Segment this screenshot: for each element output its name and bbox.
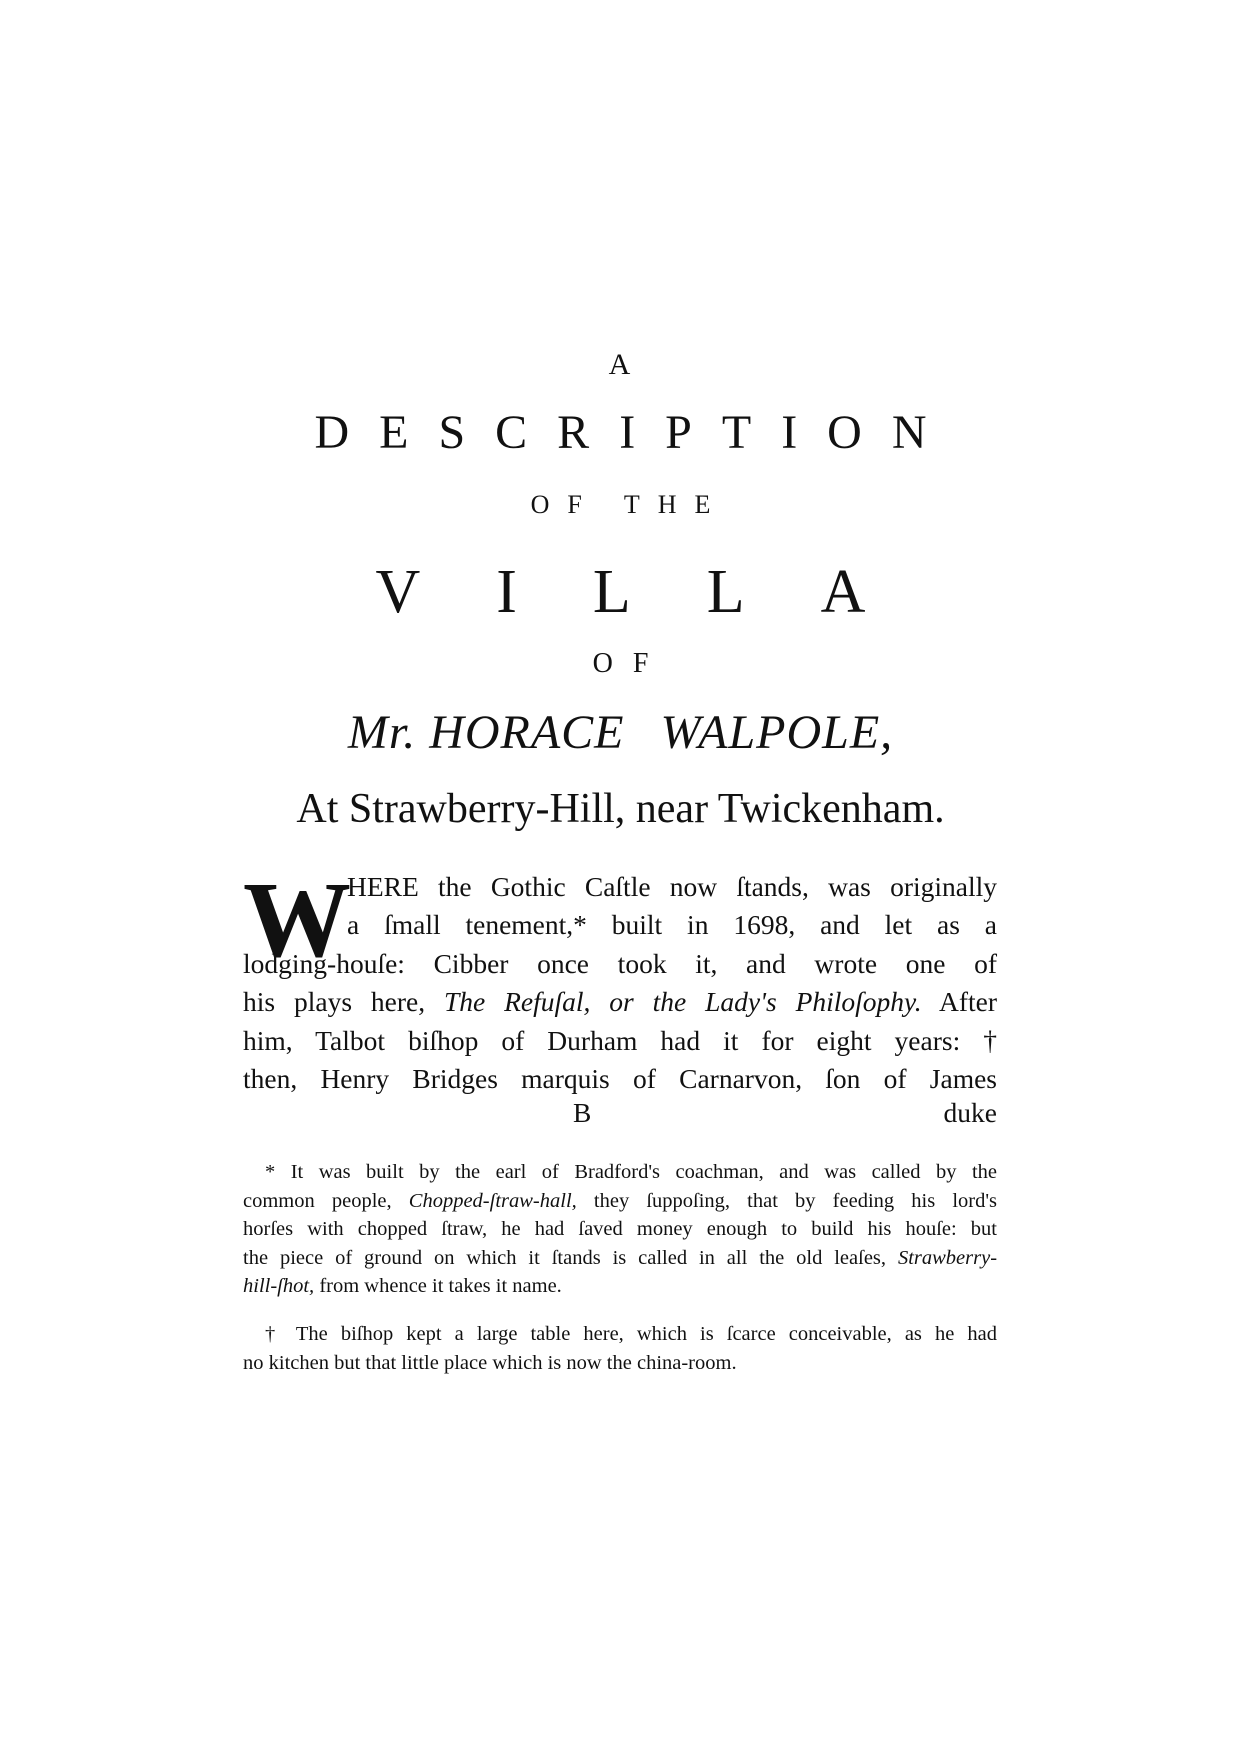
title-villa: VILLA: [375, 558, 942, 626]
footnote-1-line-4-italic: Strawberry-: [897, 1247, 998, 1269]
footnote-1-line-5-italic: hill-ſhot,: [243, 1275, 315, 1297]
footnote-1-line-3: horſes with chopped ſtraw, he had ſaved money enough to build his houſe: but: [243, 1218, 997, 1240]
footnote-1-line-5-post: from whence it takes it name.: [319, 1275, 562, 1297]
footnote-2-line-1: † The biſhop kept a large table here, which is ſcarce conceivable, as he had: [265, 1323, 997, 1345]
body-paragraph: [243, 861, 998, 1128]
body-line-3: lodging-houſe: Cibber once took it, and wrote one of: [243, 948, 997, 979]
footnote-2: [243, 1320, 997, 1390]
body-line-4-title: The Refuſal, or the Lady's Philoſophy.: [444, 986, 922, 1017]
title-of-the: OF THE: [530, 490, 729, 519]
catchword: duke: [943, 1097, 997, 1128]
body-line-4: [243, 983, 997, 1022]
body-line-6: then, Henry Bridges marquis of Carnarvon, ſon of James: [243, 1063, 997, 1094]
footnote-1-line-2-post: they ſuppoſing, that by feeding his lord's: [593, 1190, 998, 1212]
body-line-5: him, Talbot biſhop of Durham had it for eight years: †: [243, 1025, 997, 1056]
title-name-last: WALPOLE,: [660, 706, 894, 759]
body-line-4-post: After: [939, 986, 998, 1017]
title-description: DESCRIPTION: [314, 406, 957, 459]
body-line-1: HERE the Gothic Caſtle now ſtands, was originally: [347, 871, 997, 902]
title-name: [0, 705, 1241, 760]
footnote-1-line-2: [243, 1187, 997, 1216]
title-article: A: [608, 348, 633, 381]
drop-cap: W: [243, 861, 351, 980]
footnote-1-line-1: * It was built by the earl of Bradford's coachman, and was called by the: [265, 1161, 997, 1183]
title-place: At Strawberry-Hill, near Twickenham.: [296, 786, 945, 832]
title-name-prefix: Mr.: [347, 706, 417, 759]
footnote-1-line-5: [243, 1272, 997, 1301]
body-line-2: a ſmall tenement,* built in 1698, and let as a: [347, 909, 997, 940]
footnote-1-line-4: [243, 1244, 997, 1273]
title-of: OF: [592, 648, 669, 679]
footnote-1-line-2-italic: Chopped-ſtraw-hall,: [408, 1190, 577, 1212]
signature-mark: B: [573, 1097, 592, 1128]
footnote-2-line-2: no kitchen but that little place which is now the china-room.: [243, 1352, 737, 1374]
title-name-first: HORACE: [429, 706, 625, 759]
footnote-1-line-2-pre: common people,: [243, 1190, 392, 1212]
footnote-1-line-4-pre: the piece of ground on which it ſtands is called in all the old leaſes,: [243, 1247, 887, 1269]
body-line-4-pre: his plays here,: [243, 986, 426, 1017]
